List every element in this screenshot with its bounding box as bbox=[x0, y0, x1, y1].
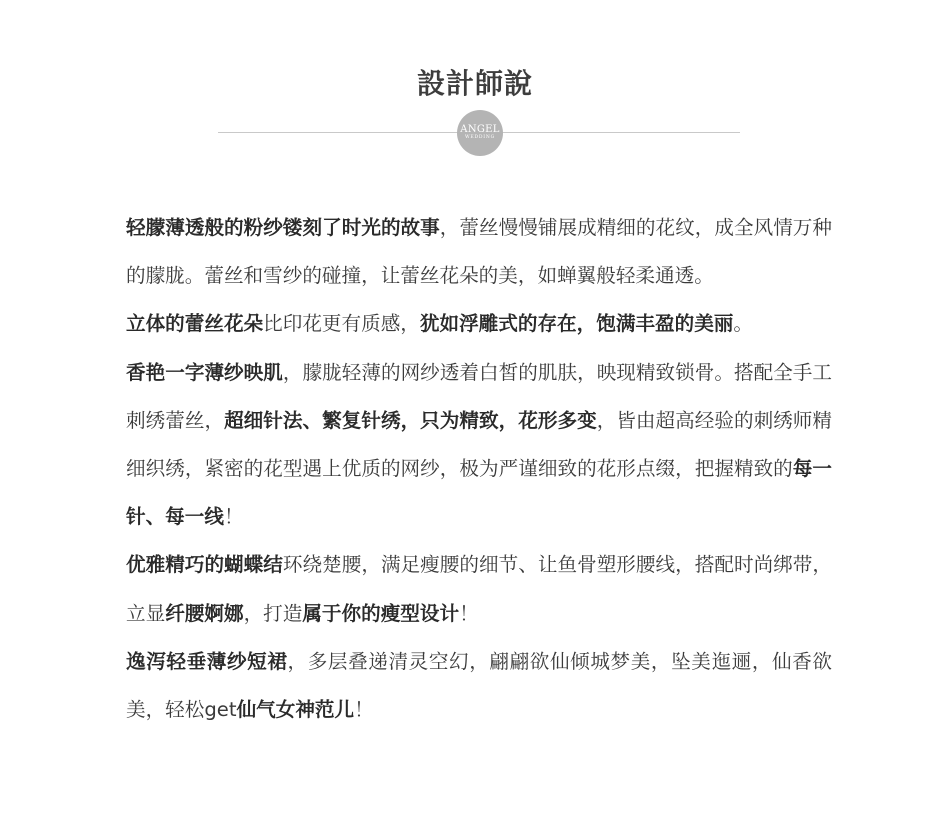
angel-wedding-logo bbox=[457, 110, 503, 156]
paragraph-3d-lace bbox=[126, 300, 832, 348]
bold-phrase: 香艳一字薄纱映肌 bbox=[126, 360, 283, 384]
bold-phrase: 仙气女神范儿 bbox=[236, 698, 355, 722]
text-phrase: ！ bbox=[459, 601, 479, 625]
text-phrase: ，蕾丝慢慢铺展成精细的花纹，成全风情万种的朦胧。蕾丝和雪纱的碰撞，让蕾丝花朵的美，如蝉翼般轻柔通透。 bbox=[126, 216, 833, 288]
text-phrase: 环绕楚腰，满足瘦腰的细节、让鱼骨塑形腰线，搭配时尚绑带，立显 bbox=[126, 553, 833, 625]
bold-phrase: 每一针、每一线 bbox=[126, 457, 833, 529]
bold-phrase: 犹如浮雕式的存在，饱满丰盈的美丽 bbox=[419, 312, 734, 336]
bold-phrase: 逸泻轻垂薄纱短裙 bbox=[126, 649, 288, 673]
text-phrase: 比印花更有质感， bbox=[263, 312, 420, 336]
text-phrase: ，多层叠递清灵空幻，翩翩欲仙倾城梦美，坠美迤逦，仙香欲美，轻松get bbox=[126, 649, 833, 722]
logo-text-bottom: WEDDING bbox=[464, 135, 496, 140]
bold-phrase: 属于你的瘦型设计 bbox=[302, 601, 460, 625]
paragraph-lace-transparency bbox=[126, 204, 832, 300]
bold-phrase: 优雅精巧的蝴蝶结 bbox=[126, 553, 283, 577]
paragraph-bow-waist bbox=[126, 541, 832, 637]
text-phrase: ，皆由超高经验的刺绣师精细织绣，紧密的花型遇上优质的网纱，极为严谨细致的花形点缀，把握精致的 bbox=[126, 408, 833, 481]
paragraph-short-skirt bbox=[126, 638, 832, 734]
text-phrase: ，朦胧轻薄的网纱透着白皙的肌肤，映现精致锁骨。搭配全手工刺绣蕾丝， bbox=[126, 360, 833, 432]
text-phrase: 。 bbox=[733, 312, 753, 336]
text-phrase: ！ bbox=[354, 698, 374, 722]
bold-phrase: 立体的蕾丝花朵 bbox=[126, 312, 264, 336]
text-phrase: ！ bbox=[223, 505, 244, 529]
paragraph-off-shoulder bbox=[126, 349, 832, 542]
description-body bbox=[126, 204, 832, 734]
bold-phrase: 轻朦薄透般的粉纱镂刻了时光的故事 bbox=[126, 216, 440, 239]
logo-text-top: ANGEL bbox=[460, 124, 500, 135]
text-phrase: ，打造 bbox=[243, 601, 303, 625]
bold-phrase: 超细针法、繁复针绣，只为精致，花形多变 bbox=[224, 408, 597, 432]
page-title: 設計師說 bbox=[416, 67, 533, 100]
bold-phrase: 纤腰婀娜 bbox=[165, 601, 244, 625]
